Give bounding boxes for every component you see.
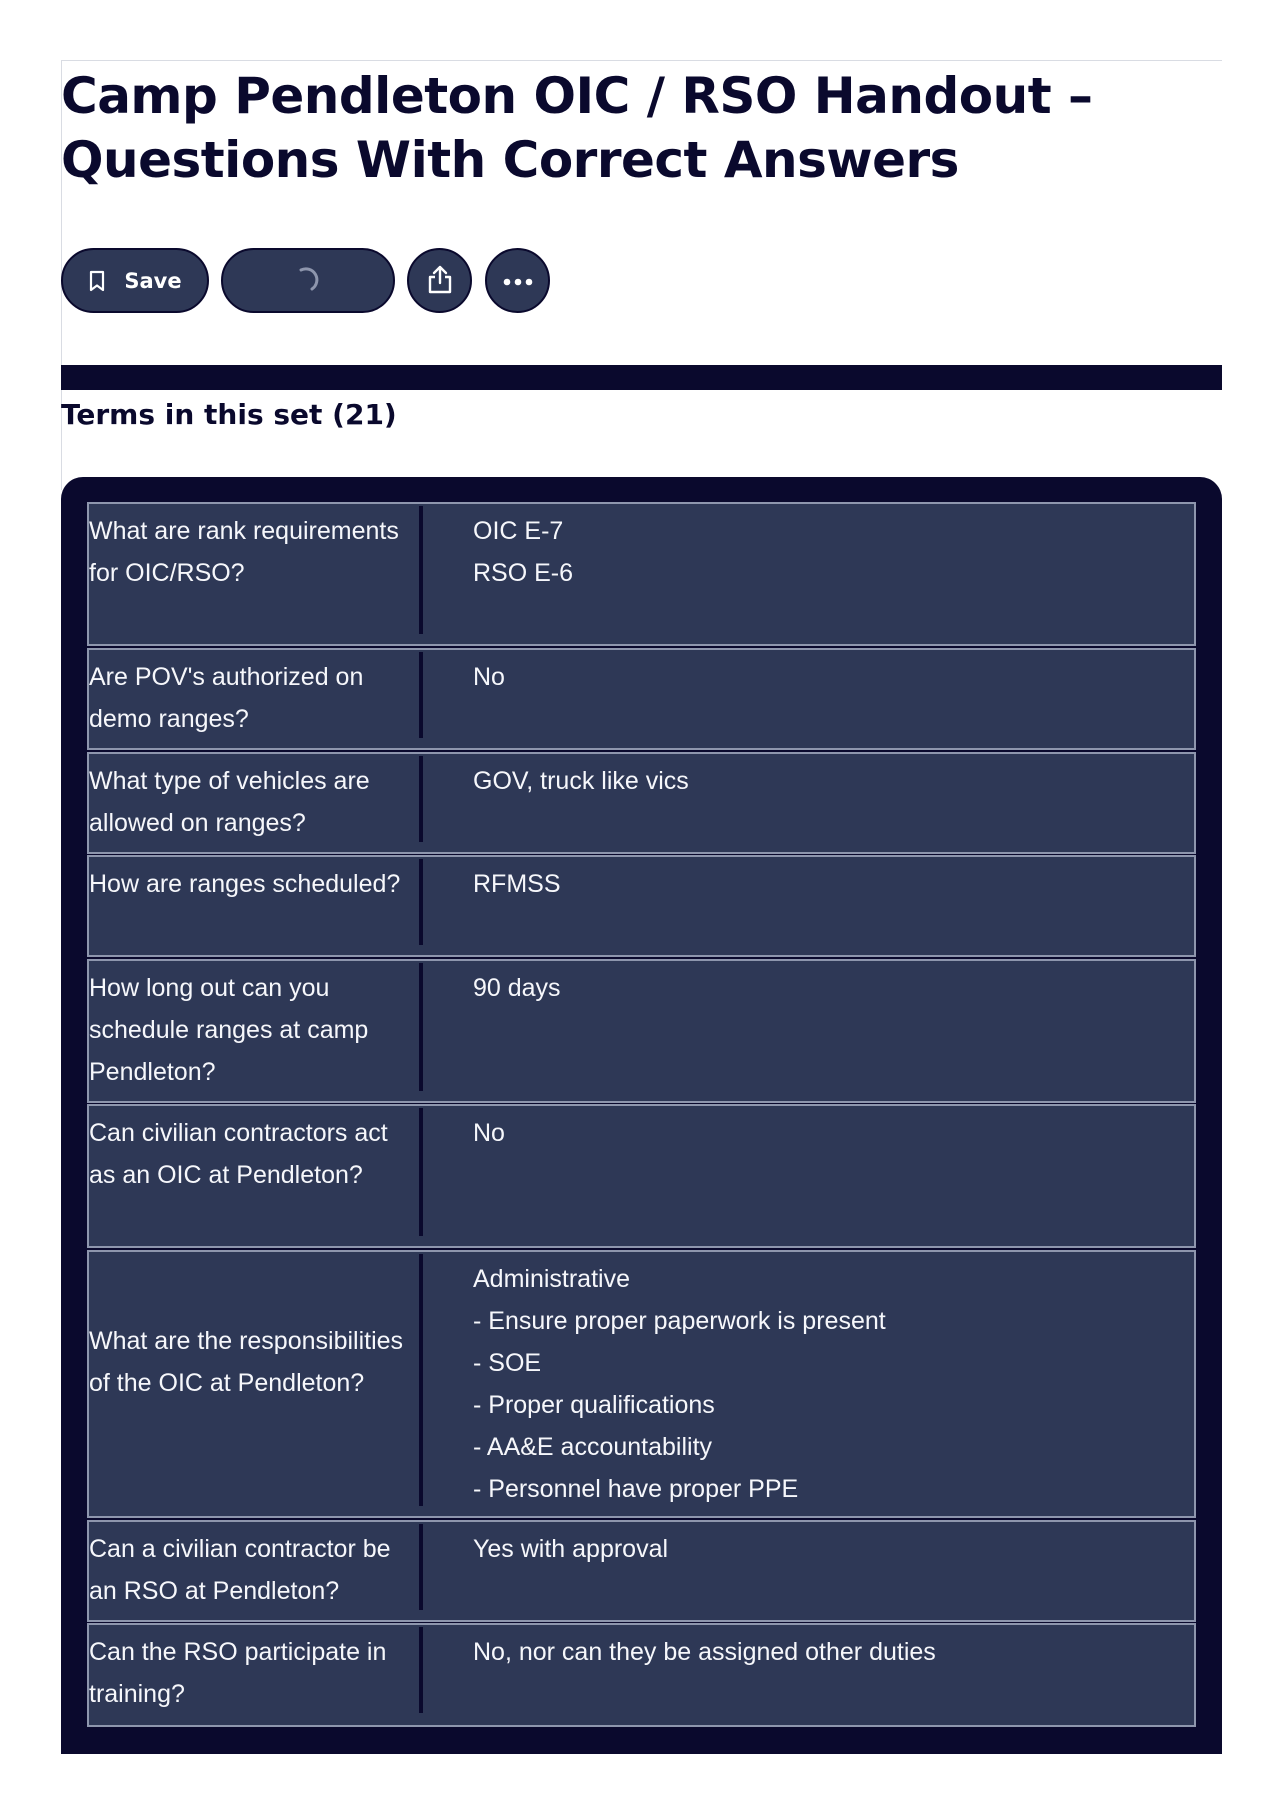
term-card [87, 959, 1196, 1103]
definition-line: No, nor can they be assigned other duties [473, 1638, 936, 1666]
card-separator [419, 756, 423, 842]
loading-button[interactable] [221, 248, 395, 313]
definition-text [473, 863, 1173, 905]
more-icon [503, 271, 533, 290]
term-text: What type of vehicles are allowed on ranges? [89, 767, 370, 837]
save-button[interactable] [61, 248, 209, 313]
definition-line: No [473, 1119, 505, 1147]
term-card [87, 502, 1196, 646]
term-text: Are POV's authorized on demo ranges? [89, 663, 364, 733]
definition-line: - Personnel have proper PPE [473, 1475, 799, 1503]
card-separator [419, 506, 423, 634]
page-title: Camp Pendleton OIC / RSO Handout – Questions With Correct Answers [61, 67, 1093, 189]
term-text: Can a civilian contractor be an RSO at Pendleton? [89, 1535, 391, 1605]
definition-line: GOV, truck like vics [473, 767, 689, 795]
section-divider [61, 365, 1222, 390]
term-text: How are ranges scheduled? [89, 870, 401, 898]
definition-line: OIC E-7 [473, 517, 564, 545]
definition-line: - SOE [473, 1349, 542, 1377]
term-card [87, 1623, 1196, 1727]
definition-text [473, 967, 1173, 1009]
term-card [87, 752, 1196, 854]
definition-line: - AA&E accountability [473, 1433, 713, 1461]
definition-text [473, 656, 1173, 698]
term-text: Can civilian contractors act as an OIC at Pendleton? [89, 1119, 388, 1189]
definition-text [473, 1528, 1173, 1570]
definition-line: RFMSS [473, 870, 561, 898]
term-text: What are the responsibilities of the OIC at Pendleton? [89, 1327, 404, 1397]
term-text: Can the RSO participate in training? [89, 1638, 387, 1708]
term-card [87, 1104, 1196, 1248]
definition-text [473, 760, 1173, 802]
card-separator [419, 652, 423, 738]
definition-line: RSO E-6 [473, 559, 574, 587]
card-separator [419, 859, 423, 945]
definition-text [473, 1258, 1173, 1510]
card-separator [419, 1254, 423, 1506]
term-text: What are rank requirements for OIC/RSO? [89, 517, 399, 587]
definition-text [473, 1631, 1173, 1673]
term-card [87, 648, 1196, 750]
definition-text [473, 1112, 1173, 1154]
action-bar [61, 248, 550, 313]
definition-line: Administrative [473, 1265, 630, 1293]
share-button[interactable] [407, 248, 472, 313]
definition-line: - Proper qualifications [473, 1391, 715, 1419]
terms-heading: Terms in this set (21) [61, 398, 397, 431]
bookmark-icon [88, 270, 106, 292]
term-text: How long out can you schedule ranges at camp Pendleton? [89, 974, 369, 1086]
definition-line: 90 days [473, 974, 561, 1002]
card-separator [419, 1108, 423, 1236]
more-options-button[interactable] [485, 248, 550, 313]
term-card [87, 1250, 1196, 1518]
definition-text [473, 510, 1173, 594]
definition-line: - Ensure proper paperwork is present [473, 1307, 886, 1335]
definition-line: Yes with approval [473, 1535, 669, 1563]
save-label: Save [124, 268, 182, 293]
card-separator [419, 1524, 423, 1610]
term-card [87, 855, 1196, 957]
share-icon [426, 264, 454, 298]
term-card [87, 1520, 1196, 1622]
top-border [61, 60, 1222, 61]
card-separator [419, 1627, 423, 1713]
definition-line: No [473, 663, 505, 691]
loading-spinner-icon [293, 264, 323, 298]
card-separator [419, 963, 423, 1091]
